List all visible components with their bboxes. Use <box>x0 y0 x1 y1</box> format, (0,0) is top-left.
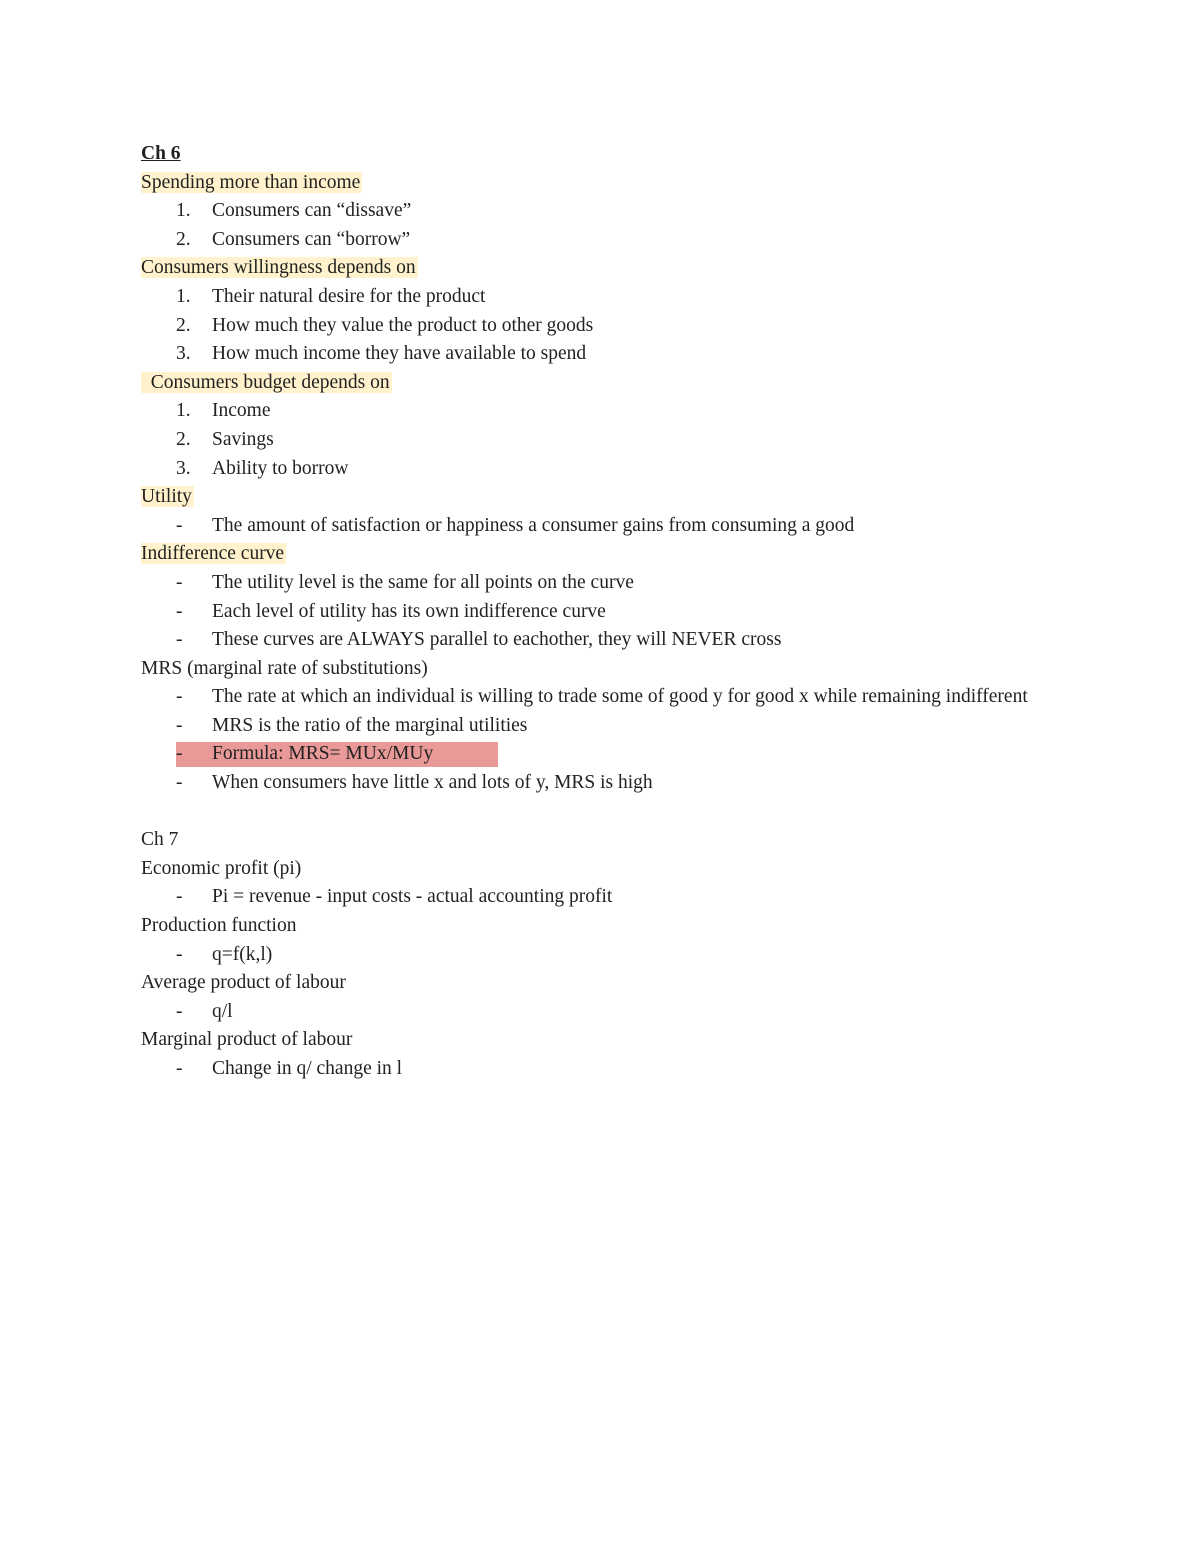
list-item-text: MRS is the ratio of the marginal utilities <box>212 714 528 736</box>
list-item <box>141 283 1041 312</box>
list-dash: - <box>176 629 183 651</box>
list-item-text: How much income they have available to spend <box>212 343 587 365</box>
list-item-text: Ability to borrow <box>212 457 349 479</box>
list-item <box>141 998 1041 1027</box>
list-item <box>141 426 1041 455</box>
list-item <box>141 941 1041 970</box>
list-item <box>141 769 1041 798</box>
chapter-7-title: Ch 7 <box>141 829 179 851</box>
list-number: 1. <box>176 400 191 422</box>
budget-heading <box>141 369 1041 398</box>
spending-heading <box>141 169 1041 198</box>
list-number: 2. <box>176 428 191 450</box>
list-item-text: The amount of satisfaction or happiness a consumer gains from consuming a good <box>212 514 855 536</box>
list-item-text: The utility level is the same for all points on the curve <box>212 571 634 593</box>
willingness-heading-text: Consumers willingness depends on <box>141 257 416 279</box>
list-dash: - <box>176 943 183 965</box>
list-number: 3. <box>176 343 191 365</box>
formula-item <box>141 740 1041 769</box>
list-item <box>141 226 1041 255</box>
indifference-heading-text: Indifference curve <box>141 543 285 565</box>
list-item-text: Change in q/ change in l <box>212 1058 403 1079</box>
list-item-text: These curves are ALWAYS parallel to eachother, they will NEVER cross <box>212 629 782 651</box>
blank-line <box>141 798 1041 827</box>
list-dash: - <box>176 514 183 536</box>
list-item <box>141 598 1041 627</box>
list-item <box>141 340 1041 369</box>
list-item-text: Consumers can “dissave” <box>212 200 412 222</box>
list-item <box>141 1055 1041 1084</box>
list-item <box>141 312 1041 341</box>
list-dash: - <box>176 743 183 765</box>
list-item-text: q=f(k,l) <box>212 943 273 965</box>
list-number: 3. <box>176 457 191 479</box>
list-item <box>141 569 1041 598</box>
list-item <box>141 397 1041 426</box>
list-item-text: Savings <box>212 428 274 450</box>
list-number: 1. <box>176 200 191 222</box>
list-item-text: Consumers can “borrow” <box>212 228 411 250</box>
chapter-6-title: Ch 6 <box>141 143 181 164</box>
chapter-7-heading <box>141 826 1041 855</box>
production-function-heading-text: Production function <box>141 915 297 937</box>
mrs-heading <box>141 655 1041 684</box>
list-dash: - <box>176 571 183 593</box>
list-item-text: The rate at which an individual is willing to trade some of good y for good x while remaining indifferent <box>212 686 1028 708</box>
list-item <box>141 883 1041 912</box>
marginal-product-heading-text: Marginal product of labour <box>141 1029 353 1051</box>
average-product-heading-text: Average product of labour <box>141 972 346 994</box>
list-item <box>141 626 1041 655</box>
document-body <box>141 140 1041 1084</box>
willingness-heading <box>141 254 1041 283</box>
list-item <box>141 683 1092 712</box>
production-function-heading <box>141 912 1041 941</box>
list-item <box>141 512 1041 541</box>
list-dash: - <box>176 1000 183 1022</box>
list-dash: - <box>176 686 183 708</box>
list-number: 1. <box>176 285 191 307</box>
list-item-text: Each level of utility has its own indifference curve <box>212 600 606 622</box>
list-dash: - <box>176 600 183 622</box>
chapter-6-heading <box>141 140 1041 169</box>
list-item-text: How much they value the product to other goods <box>212 314 594 336</box>
formula-text: Formula: MRS= MUx/MUy <box>212 743 434 765</box>
list-item-text: Income <box>212 400 271 422</box>
economic-profit-heading <box>141 855 1041 884</box>
budget-heading-text: Consumers budget depends on <box>141 371 390 393</box>
list-number: 2. <box>176 228 191 250</box>
list-item-text: q/l <box>212 1000 233 1022</box>
list-dash: - <box>176 772 183 794</box>
list-item <box>141 197 1041 226</box>
list-item <box>141 455 1041 484</box>
marginal-product-heading <box>141 1026 1041 1055</box>
mrs-heading-text: MRS (marginal rate of substitutions) <box>141 657 428 679</box>
list-item <box>141 712 1041 741</box>
list-item-text: Pi = revenue - input costs - actual accounting profit <box>212 886 613 908</box>
list-item-text: When consumers have little x and lots of y, MRS is high <box>212 772 653 794</box>
average-product-heading <box>141 969 1041 998</box>
utility-heading <box>141 483 1041 512</box>
list-dash: - <box>176 714 183 736</box>
list-item-text: Their natural desire for the product <box>212 285 486 307</box>
list-dash: - <box>176 886 183 908</box>
spending-heading-text: Spending more than income <box>141 171 361 193</box>
list-dash: - <box>176 1058 183 1079</box>
utility-heading-text: Utility <box>141 486 192 508</box>
list-number: 2. <box>176 314 191 336</box>
indifference-heading <box>141 540 1041 569</box>
economic-profit-heading-text: Economic profit (pi) <box>141 857 302 879</box>
